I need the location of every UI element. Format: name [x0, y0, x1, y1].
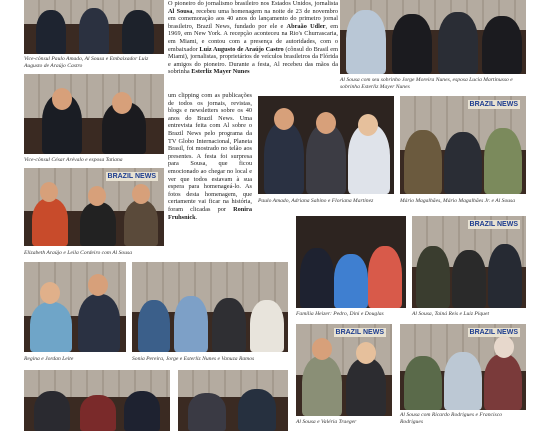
head [132, 184, 150, 204]
name-abraao-udler: Abraão Udler [286, 22, 326, 30]
person [80, 202, 116, 246]
person [188, 393, 226, 431]
photo-caption: Mário Magalhães, Mário Magalhães Jr. e Al Sousa [400, 198, 516, 204]
head [112, 92, 132, 114]
person [32, 198, 68, 246]
photo-caption: Regina e Jordan Leite [24, 356, 74, 362]
head [274, 108, 294, 130]
article-text: (cônsul do Brasil em Miami), jornalistas, proprietários de veículos brasileiros da Flórida e amigos do pioneiro. Durante a festa, Al recebeu das mãos da sobrinha [168, 45, 338, 76]
person [368, 246, 402, 308]
banner-label: BRAZIL NEWS [469, 221, 518, 228]
photo-caption: Família Heizer: Pedro, Dini e Douglas [296, 311, 384, 317]
article-text: O pioneiro do jornalismo brasileiro nos Estados Unidos, jornalista [168, 0, 338, 7]
person [122, 10, 154, 54]
banner-wall [178, 370, 288, 397]
photo-mario [400, 96, 526, 194]
person [250, 300, 284, 352]
name-esterliz: Esterliz Mayer Nunes [191, 68, 250, 76]
person [444, 352, 482, 410]
head [358, 114, 378, 136]
photo-regina-jordan [24, 262, 126, 352]
photo-jorge-lucia [340, 0, 526, 74]
name-al-sousa: Al Sousa [168, 7, 193, 15]
person [392, 14, 432, 74]
photo-adriana [258, 96, 394, 194]
photo-bottom-mid [178, 370, 288, 431]
person [306, 124, 346, 194]
photo-arevalo [24, 74, 164, 154]
person [174, 296, 208, 352]
person [334, 254, 368, 308]
banner-label: BRAZIL NEWS [335, 329, 384, 336]
head [88, 186, 106, 206]
photo-caption: Paulo Amado, Adriana Sabino e Floriana Martinez [258, 198, 374, 204]
photo-valeria [296, 324, 392, 416]
head [356, 342, 376, 364]
article-text: . [195, 213, 198, 221]
person [300, 248, 334, 308]
person [404, 356, 442, 410]
photo-rodrigues [400, 324, 526, 410]
photo-caption: Al Sousa com Ricardo Rodrigues e Francisco Rodrigues [400, 412, 503, 425]
photo-taina [412, 216, 526, 308]
head [88, 274, 108, 296]
person [488, 244, 522, 308]
photo-caption: Al Sousa com seu sobrinho Jorge Moreira Nunes, esposa Lucia Martinusso e sobrinha Esterliz Mayer Nunes [340, 77, 513, 90]
person [484, 128, 522, 194]
person [346, 358, 386, 416]
person [30, 302, 72, 352]
person [444, 132, 482, 194]
head [494, 336, 514, 358]
head [316, 112, 336, 134]
head [40, 182, 58, 202]
article-body-continued [168, 92, 252, 221]
person [484, 354, 522, 410]
person [302, 356, 342, 416]
photo-caption: Vice-cônsul César Arévalo e esposa Tatiana [24, 157, 123, 163]
person [78, 294, 120, 352]
person [79, 8, 109, 54]
person [34, 391, 70, 431]
name-ronira: Ronira Fruhsnick [168, 205, 252, 221]
person [346, 10, 386, 74]
head [52, 88, 72, 110]
person [482, 16, 522, 74]
head [312, 338, 332, 360]
article-text: um clipping com as publicações de todos os jornais, revistas, blogs e newsletters sobre os 40 anos do Brazil News. Uma entrevista feita com Al sobre o Brazil News pelo programa da TV Globo Internacional, Planeta Brasil, foi mostrado no telão aos presentes. A festa foi surpresa para Sousa, que ficou emocionado ao chegar no local e ver que todos estavam à sua espera para homenageá-lo. As fotos desta homenagem, que certamente vai ficar na história, foram clicadas por [168, 92, 252, 213]
person [212, 298, 246, 352]
person [452, 250, 486, 308]
photo-elizabeth-leila [24, 168, 164, 246]
photo-caption: Elizabeth Araújo e Leila Cordeiro com Al Sousa [24, 250, 132, 256]
person [124, 391, 160, 431]
banner-label: BRAZIL NEWS [469, 329, 518, 336]
article-text: , em 1969, em New York. A recepção aconteceu na Rio's Churrascaria, em Miami, e contou com a presença de autoridades, com o embaixador [168, 22, 338, 53]
article-text: , recebeu uma homenagem na noite de 23 de novembro em comemoração aos 40 anos do lançamento do primeiro jornal brasileiro, Brazil News, fundado por ele e [168, 7, 338, 30]
photo-caption: Al Sousa e Valéria Traeger [296, 419, 357, 425]
person [124, 200, 158, 246]
person [438, 12, 478, 74]
photo-consul-group [24, 0, 164, 54]
photo-caption: Sonia Pereira, Jorge e Esterliz Nunes e Vanuza Ramos [132, 356, 255, 362]
banner-label: BRAZIL NEWS [469, 101, 518, 108]
photo-sonia-jorge [132, 262, 288, 352]
banner-label: BRAZIL NEWS [107, 173, 156, 180]
photo-caption: Vice-cônsul Paulo Amado, Al Sousa e Embaixador Luiz Augusto de Araújo Castro [24, 56, 149, 69]
person [404, 130, 442, 194]
photo-bottom-left [24, 370, 170, 431]
person [138, 300, 170, 352]
name-luiz-augusto: Luiz Augusto de Araújo Castro [199, 45, 284, 53]
photo-caption: Al Sousa, Tainá Reis e Luiz Piquet [412, 311, 490, 317]
person [238, 389, 276, 431]
person [416, 246, 450, 308]
person [264, 122, 304, 194]
person [36, 10, 66, 54]
person [80, 395, 116, 431]
photo-heizer [296, 216, 406, 308]
head [40, 282, 60, 304]
article-body [168, 0, 338, 76]
